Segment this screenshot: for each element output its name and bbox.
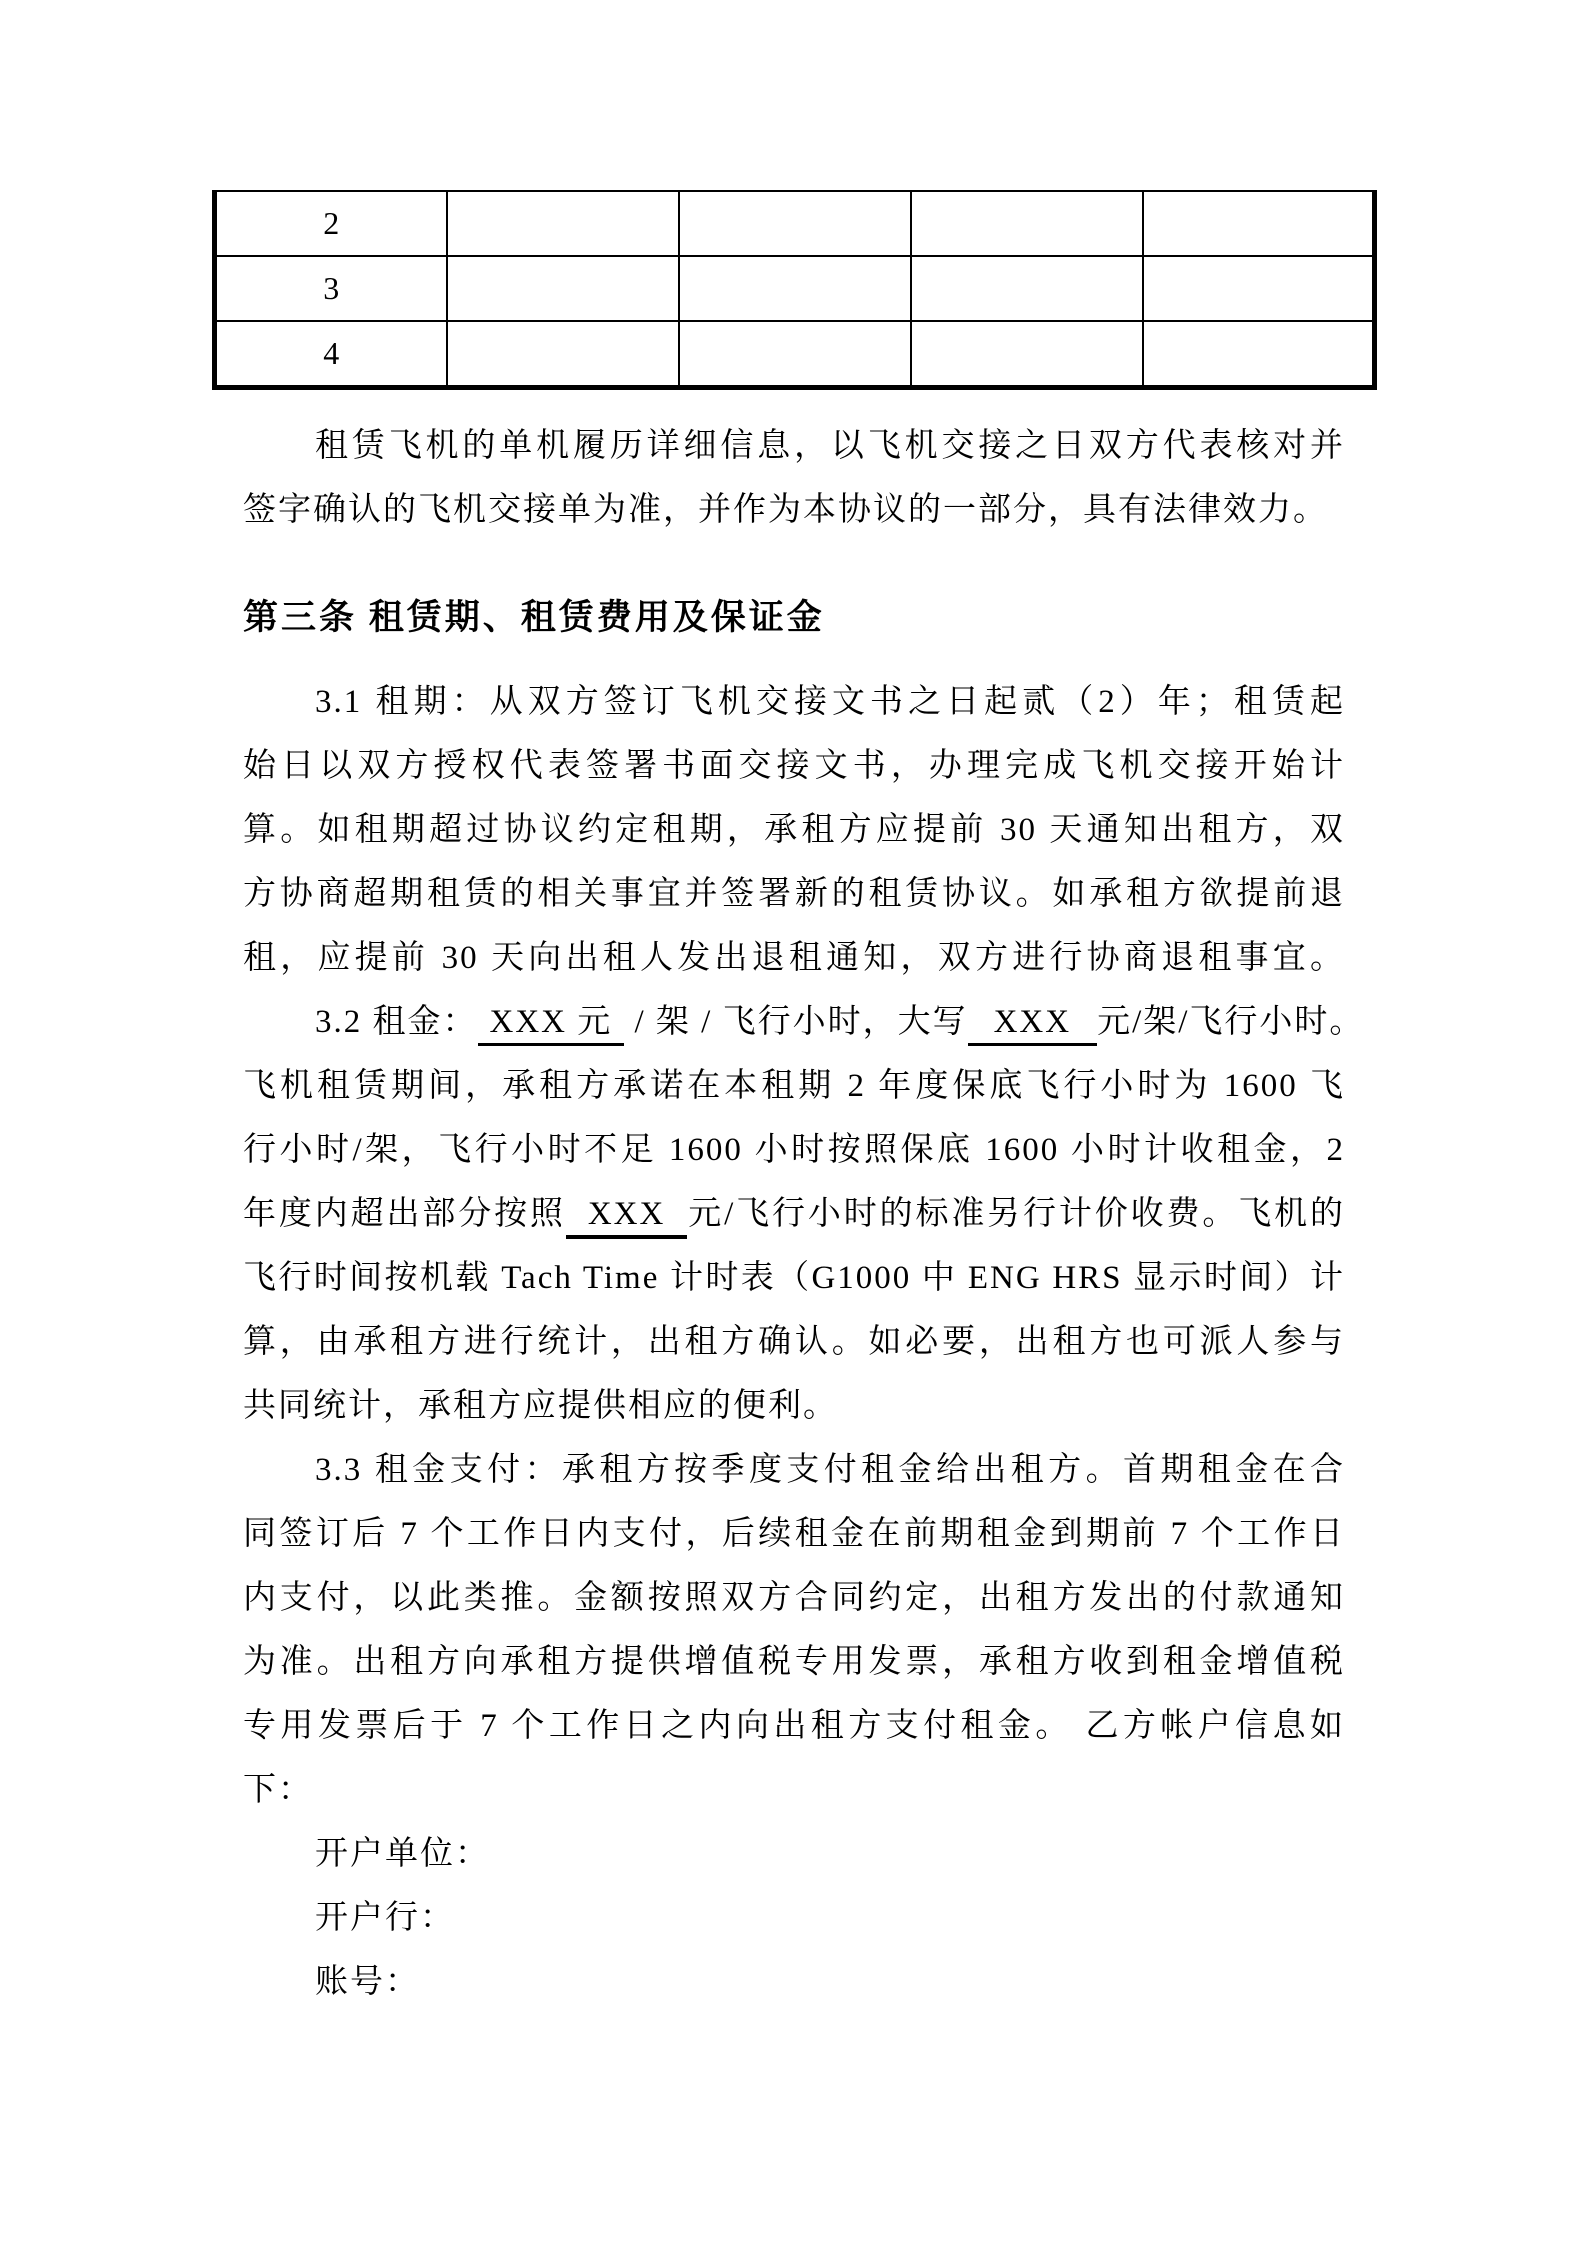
empty-cell: [679, 191, 911, 256]
clause-3-1-paragraph: [243, 670, 1345, 990]
empty-cell: [447, 256, 679, 321]
empty-cell: [1143, 321, 1375, 388]
text-line: 专用发票后于 7 个工作日之内向出租方支付租金。 乙方帐户信息如: [243, 1708, 1345, 1744]
payee-account-block: [243, 1822, 1345, 2014]
text-line: 共同统计，承租方应提供相应的便利。: [243, 1388, 838, 1424]
account-number-label: 账号：: [315, 1964, 420, 2000]
empty-cell: [447, 191, 679, 256]
account-holder-label: 开户单位：: [315, 1836, 490, 1872]
section-heading: 第三条 租赁期、租赁费用及保证金: [243, 598, 825, 637]
text-segment: / 架 / 飞行小时，大写: [624, 1004, 968, 1040]
text-line: 同签订后 7 个工作日内支付，后续租金在前期租金到期前 7 个工作日: [243, 1516, 1345, 1552]
text-segment: 3.2 租金：: [315, 1004, 478, 1040]
row-number-cell: 4: [215, 321, 447, 388]
table-row: [215, 191, 1375, 256]
text-line: 租赁飞机的单机履历详细信息，以飞机交接之日双方代表核对并: [315, 428, 1345, 464]
text-line-with-blanks: [243, 1182, 1345, 1246]
row-number-cell: 3: [215, 256, 447, 321]
text-segment: 元/飞行小时的标准另行计价收费。飞机的: [687, 1196, 1346, 1232]
text-line: 算。如租期超过协议约定租期，承租方应提前 30 天通知出租方，双: [243, 812, 1345, 848]
table-row: [215, 321, 1375, 388]
text-line-with-blanks: [243, 990, 1365, 1054]
text-line: 3.3 租金支付：承租方按季度支付租金给出租方。首期租金在合: [315, 1452, 1345, 1488]
text-line: 签字确认的飞机交接单为准，并作为本协议的一部分，具有法律效力。: [243, 492, 1328, 528]
fill-in-blank-rent-amount: XXX 元: [478, 1004, 625, 1046]
empty-cell: [911, 191, 1143, 256]
aircraft-history-table: [212, 190, 1377, 390]
fill-in-blank-excess-rate: XXX: [566, 1196, 688, 1239]
document-body: [243, 414, 1365, 2014]
empty-cell: [679, 321, 911, 388]
text-line: 租，应提前 30 天向出租人发出退租通知，双方进行协商退租事宜。: [243, 940, 1345, 976]
clause-3-2-paragraph: [243, 990, 1365, 1438]
text-line: 内支付，以此类推。金额按照双方合同约定，出租方发出的付款通知: [243, 1580, 1345, 1616]
aircraft-history-table-wrap: [212, 0, 1377, 390]
text-line: 飞行时间按机载 Tach Time 计时表（G1000 中 ENG HRS 显示时间）计: [243, 1260, 1345, 1296]
empty-cell: [447, 321, 679, 388]
empty-cell: [1143, 191, 1375, 256]
row-number-cell: 2: [215, 191, 447, 256]
text-segment: 元/架/飞行小时。: [1097, 1004, 1365, 1040]
text-line: 始日以双方授权代表签署书面交接文书，办理完成飞机交接开始计: [243, 748, 1345, 784]
empty-cell: [911, 321, 1143, 388]
text-line: 飞机租赁期间，承租方承诺在本租期 2 年度保底飞行小时为 1600 飞: [243, 1068, 1345, 1104]
text-line: 行小时/架，飞行小时不足 1600 小时按照保底 1600 小时计收租金，2: [243, 1132, 1345, 1168]
text-line: 算，由承租方进行统计，出租方确认。如必要，出租方也可派人参与: [243, 1324, 1345, 1360]
clause-3-3-paragraph: [243, 1438, 1345, 1822]
empty-cell: [679, 256, 911, 321]
fill-in-blank-rent-amount-words: XXX: [968, 1004, 1098, 1046]
empty-cell: [911, 256, 1143, 321]
text-segment: 年度内超出部分按照: [243, 1196, 566, 1232]
empty-cell: [1143, 256, 1375, 321]
text-line: 为准。出租方向承租方提供增值税专用发票，承租方收到租金增值税: [243, 1644, 1345, 1680]
intro-paragraph: [243, 414, 1345, 542]
text-line: 方协商超期租赁的相关事宜并签署新的租赁协议。如承租方欲提前退: [243, 876, 1345, 912]
table-row: [215, 256, 1375, 321]
bank-name-label: 开户行：: [315, 1900, 455, 1936]
text-line: 下：: [243, 1772, 313, 1808]
text-line: 3.1 租期：从双方签订飞机交接文书之日起贰（2）年；租赁起: [315, 684, 1345, 720]
